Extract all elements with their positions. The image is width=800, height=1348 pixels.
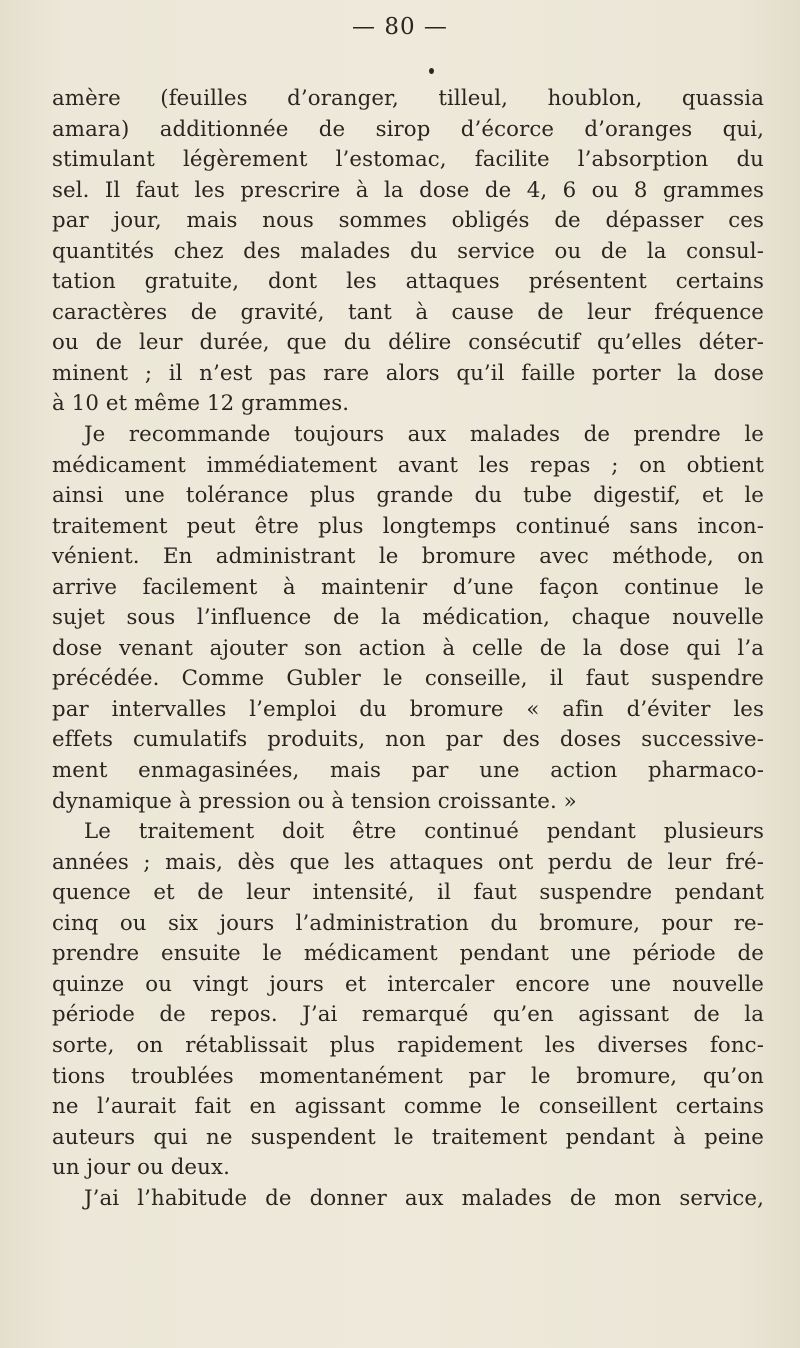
text-line: sujet sous l’influence de la médication, chaque nouvelle [52, 605, 764, 631]
text-line: amara) additionnée de sirop d’écorce d’oranges qui, [52, 116, 764, 142]
paragraph-start-line: J’ai l’habitude de donner aux malades de mon service, [84, 1185, 764, 1211]
text-line: prendre ensuite le médicament pendant une période de [52, 941, 764, 967]
text-line: quinze ou vingt jours et intercaler encore une nouvelle [52, 971, 764, 997]
text-line: caractères de gravité, tant à cause de leur fréquence [52, 299, 764, 325]
text-line: un jour ou deux. [52, 1155, 230, 1181]
text-line: stimulant légèrement l’estomac, facilite l’absorption du [52, 147, 764, 173]
text-line: années ; mais, dès que les attaques ont perdu de leur fré- [52, 849, 764, 875]
body-text [52, 84, 764, 1214]
text-line: amère (feuilles d’oranger, tilleul, houblon, quassia [52, 86, 764, 111]
paragraph-start-line: Je recommande toujours aux malades de prendre le [84, 422, 764, 448]
text-line: vénient. En administrant le bromure avec méthode, on [52, 544, 764, 570]
text-line: sel. Il faut les prescrire à la dose de 4, 6 ou 8 grammes [52, 177, 764, 203]
text-line: traitement peut être plus longtemps continué sans incon- [52, 513, 764, 539]
text-line: ainsi une tolérance plus grande du tube digestif, et le [52, 483, 764, 509]
text-line: tation gratuite, dont les attaques présentent certains [52, 269, 764, 295]
text-line: quence et de leur intensité, il faut suspendre pendant [52, 880, 764, 906]
text-line: dynamique à pression ou à tension croissante. » [52, 788, 577, 814]
text-line: minent ; il n’est pas rare alors qu’il faille porter la dose [52, 360, 764, 386]
paragraph-start-line: Le traitement doit être continué pendant plusieurs [84, 819, 764, 845]
text-line: cinq ou six jours l’administration du bromure, pour re- [52, 910, 764, 936]
text-line: période de repos. J’ai remarqué qu’en agissant de la [52, 1002, 764, 1028]
text-line: effets cumulatifs produits, non par des doses successive- [52, 727, 764, 753]
text-line: auteurs qui ne suspendent le traitement pendant à peine [52, 1124, 764, 1150]
text-line: par jour, mais nous sommes obligés de dépasser ces [52, 208, 764, 234]
text-line: précédée. Comme Gubler le conseille, il faut suspendre [52, 666, 764, 692]
text-line: ne l’aurait fait en agissant comme le conseillent certains [52, 1094, 764, 1120]
text-line: à 10 et même 12 grammes. [52, 391, 350, 417]
page-number: — 80 — [352, 14, 448, 40]
text-line: dose venant ajouter son action à celle de la dose qui l’a [52, 635, 764, 661]
text-line: quantités chez des malades du service ou de la consul- [52, 238, 764, 264]
text-line: médicament immédiatement avant les repas ; on obtient [52, 452, 764, 478]
text-line: tions troublées momentanément par le bromure, qu’on [52, 1063, 764, 1089]
text-line: ment enmagasinées, mais par une action pharmaco- [52, 758, 764, 784]
text-line: arrive facilement à maintenir d’une façon continue le [52, 574, 764, 600]
text-line: par intervalles l’emploi du bromure « afin d’éviter les [52, 696, 764, 722]
text-line: ou de leur durée, que du délire consécutif qu’elles déter- [52, 330, 764, 356]
text-line: sorte, on rétablissait plus rapidement les diverses fonc- [52, 1032, 764, 1058]
ink-dot-ornament [429, 68, 434, 74]
